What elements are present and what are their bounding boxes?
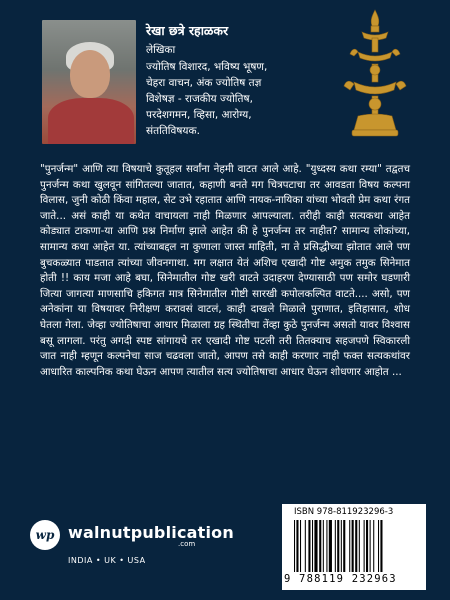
author-name: रेखा छत्रे रहाळकर: [146, 23, 229, 38]
author-credential-line: चेहरा वाचन, अंक ज्योतिष तज्ञ: [146, 77, 262, 89]
barcode-bar: [359, 520, 360, 572]
isbn-barcode: [282, 504, 426, 590]
barcode-bar: [335, 520, 336, 572]
publisher-domain: .com: [178, 540, 196, 548]
barcode-bar: [300, 520, 301, 572]
barcode-bar: [329, 520, 332, 572]
barcode-bar: [314, 520, 317, 572]
barcode-bar: [378, 520, 379, 572]
blurb-text: "पुनर्जन्म" आणि त्या विषयाचे कुतूहल सर्वांना नेहमी वाटत आले आहे. "युध्दस्य कथा रम्या" तद्वतच पुनर्जन्म कथा खुलवून सांगितल्या जातात, कहाणी बनते मग चित्रपटाचा तर आवडता विषय कल्पना विलास, जुनी कोठी किंवा महाल, सेट उभे रहातात आणि नायक-नायिका यांच्या भोवती प्रेम कथा रंगत जाते... असं काही या कथेत वाचायला नाही मिळणार आपल्याला. तरीही काही सत्यकथा आहेत कोड्यात टाकणा-या आणि प्रश्न निर्माण झाले आहेत की हे पुनर्जन्म तर नाहीत? सामान्य लोकांच्या, सामान्य कथा आहेत या. त्यांच्याबद्दल ना कुणाला जास्त माहिती, ना ते प्रसिद्धीच्या झोतात आले पण बुचकळ्यात पाडतात त्यांच्या जीवनगाथा. मग लक्षात येतं अशिच एखादी गोष्ट अमुक तमुक सिनेमात होती !! काय मजा आहे बघा, सिनेमातील गोष्ट खरी वाटते उदाहरण देण्यासाठी पण समोर घडणारी जित्या जागत्या माणसाचि हकिगत मात्र सिनेमातील गोष्टी सारखी कपोलकल्पित वाटते.... असो, पण अनेकांना या विषयावर निरीक्षण करावसं वाटलं, काही दाखले मिळाले पुराणात, इतिहासात, शोध घेतला गेला. जेव्हा ज्योतिषाचा आधार मिळाला ग्रह स्थितीचा तेंव्हा कुठे पुनर्जन्म असतो यावर विश्वास बसू लागला. परंतु अगदी स्पष्ट सांगायचे तर एखादी गोष्ट पटली तरी तितक्याच सहजपणे स्विकारली जात नाही म्हणून कल्पनेचा साज चढवला जातो, आपण तसे काही करणार नाही फक्त सत्यकथांवर आधारित काल्पनिक कथा घेऊन आपण त्यातील सत्य ज्योतिषाचा आधार घेऊन शोधणार आहोत ...: [40, 163, 410, 378]
author-credential-line: विशेषज्ञ - राजकीय ज्योतिष,: [146, 93, 253, 105]
barcode-bar: [380, 520, 382, 572]
author-role: लेखिका: [146, 44, 176, 56]
barcode-bar: [355, 520, 357, 572]
barcode-bar: [341, 520, 342, 572]
barcode-bar: [323, 520, 324, 572]
barcode-bar: [343, 520, 345, 572]
barcode-bar: [308, 520, 310, 572]
barcode-bar: [305, 520, 306, 572]
barcode-bar: [312, 520, 313, 572]
barcode-bars: [294, 520, 416, 572]
barcode-bar: [349, 520, 350, 572]
author-credential-line: ज्योतिष विशारद, भविष्य भूषण,: [146, 61, 268, 73]
barcode-bar: [370, 520, 371, 572]
barcode-bar: [364, 520, 365, 572]
barcode-bar: [296, 520, 298, 572]
isbn-label: ISBN 978-811923296-3: [294, 507, 394, 517]
author-info: [146, 22, 346, 139]
publisher-regions: INDIA • UK • USA: [68, 556, 146, 565]
barcode-bar: [373, 520, 374, 572]
author-photo: [42, 20, 136, 144]
barcode-bar: [366, 520, 368, 572]
author-credential-line: परदेशगमन, व्हिसा, आरोग्य,: [146, 109, 252, 121]
barcode-bar: [352, 520, 354, 572]
barcode-digits: 9 788119 232963: [284, 573, 397, 585]
walnut-logo-icon: wp: [30, 520, 60, 550]
barcode-bar: [319, 520, 321, 572]
barcode-bar: [326, 520, 327, 572]
publisher-logo: [30, 520, 240, 560]
publisher-name: walnutpublication: [68, 523, 234, 542]
author-credential-line: संततिविषयक.: [146, 125, 200, 137]
barcode-bar: [337, 520, 339, 572]
book-blurb: [40, 162, 410, 380]
barcode-bar: [294, 520, 295, 572]
brass-oil-lamp-icon: [340, 8, 410, 140]
